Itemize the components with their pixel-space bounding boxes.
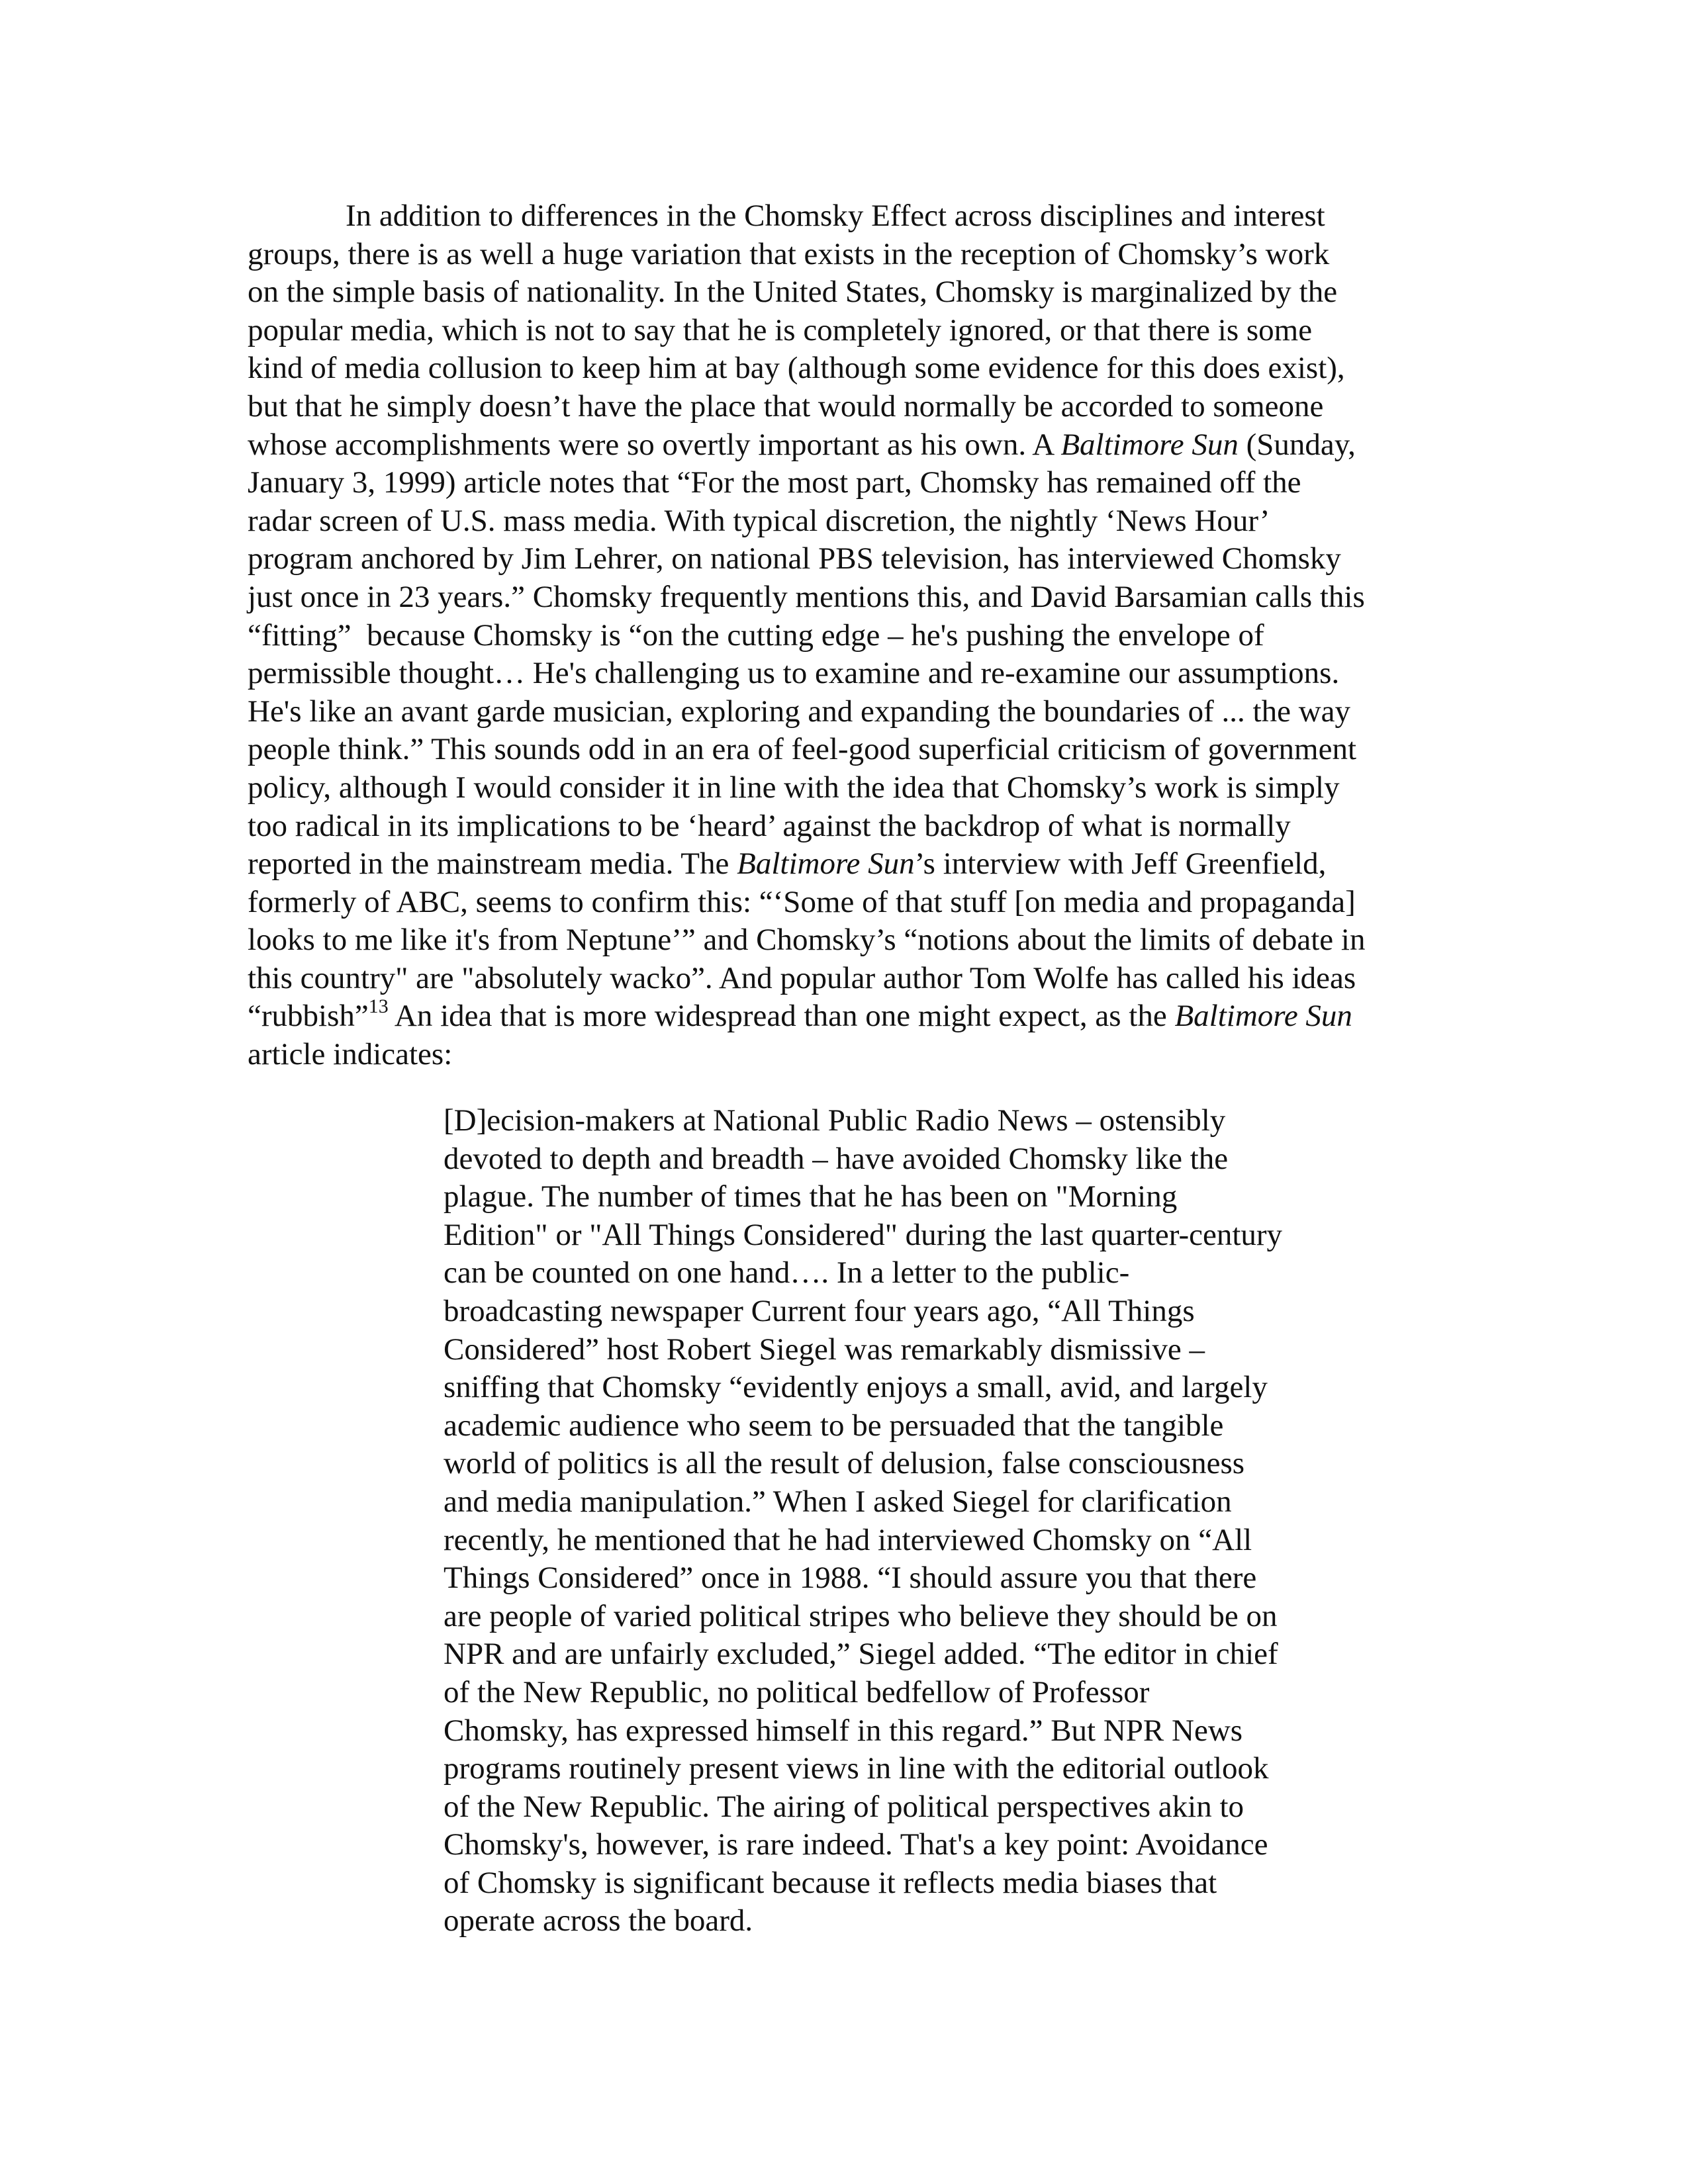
paragraph-line: article indicates:	[248, 1037, 453, 1072]
quote-line: Chomsky, has expressed himself in this regard.” But NPR News	[444, 1713, 1243, 1748]
paragraph-line: people think.” This sounds odd in an era of feel-good superficial criticism of government	[248, 732, 1357, 767]
paragraph-line: radar screen of U.S. mass media. With typical discretion, the nightly ‘News Hour’	[248, 503, 1270, 538]
quote-line: plague. The number of times that he has been on "Morning	[444, 1179, 1178, 1214]
quote-line: of the New Republic. The airing of political perspectives akin to	[444, 1789, 1244, 1824]
paragraph-line: kind of media collusion to keep him at bay (although some evidence for this does exist),	[248, 351, 1345, 386]
footnote-marker: 13	[368, 995, 389, 1018]
quote-line: Things Considered” once in 1988. “I should assure you that there	[444, 1561, 1257, 1596]
quote-line: are people of varied political stripes who believe they should be on	[444, 1598, 1278, 1633]
paragraph-line: but that he simply doesn’t have the place that would normally be accorded to someone	[248, 388, 1324, 424]
paragraph-line: He's like an avant garde musician, exploring and expanding the boundaries of ... the way	[248, 694, 1351, 729]
quote-line: of the New Republic, no political bedfellow of Professor	[444, 1674, 1150, 1709]
paragraph-line: too radical in its implications to be ‘heard’ against the backdrop of what is normally	[248, 808, 1291, 843]
quote-line: academic audience who seem to be persuaded that the tangible	[444, 1408, 1224, 1443]
quote-line: NPR and are unfairly excluded,” Siegel added. “The editor in chief	[444, 1637, 1278, 1672]
quote-line: of Chomsky is significant because it reflects media biases that	[444, 1865, 1217, 1900]
publication-title: Baltimore Sun	[1060, 427, 1239, 462]
quote-line: sniffing that Chomsky “evidently enjoys a small, avid, and largely	[444, 1370, 1268, 1405]
paragraph-line: just once in 23 years.” Chomsky frequently mentions this, and David Barsamian calls this	[248, 579, 1365, 614]
paragraph-line: program anchored by Jim Lehrer, on national PBS television, has interviewed Chomsky	[248, 541, 1341, 576]
paragraph-line: policy, although I would consider it in line with the idea that Chomsky’s work is simply	[248, 770, 1340, 805]
paragraph-line: looks to me like it's from Neptune’” and Chomsky’s “notions about the limits of debate in	[248, 923, 1366, 958]
quote-line: [D]ecision-makers at National Public Radio News – ostensibly	[444, 1103, 1226, 1138]
quote-line: Considered” host Robert Siegel was remarkably dismissive –	[444, 1332, 1205, 1367]
paragraph-line: permissible thought… He's challenging us to examine and re-examine our assumptions.	[248, 656, 1340, 691]
paragraph-line: reported in the mainstream media. The Baltimore Sun’s interview with Jeff Greenfield,	[248, 846, 1327, 882]
paragraph-line: In addition to differences in the Chomsky Effect across disciplines and interest	[346, 199, 1325, 233]
paragraph-line: on the simple basis of nationality. In the United States, Chomsky is marginalized by the	[248, 275, 1338, 310]
body-paragraph	[248, 197, 1446, 1074]
paragraph-line: groups, there is as well a huge variation that exists in the reception of Chomsky’s work	[248, 236, 1330, 271]
paragraph-line: this country" are "absolutely wacko”. And popular author Tom Wolfe has called his ideas	[248, 960, 1356, 995]
paragraph-line: “rubbish”$^{13}$ An idea that is more widespread than one might expect, as the Baltimore Sun	[248, 995, 1352, 1034]
publication-title: Baltimore Sun	[737, 846, 915, 882]
paragraph-line: popular media, which is not to say that he is completely ignored, or that there is some	[248, 312, 1313, 347]
quote-line: programs routinely present views in line with the editorial outlook	[444, 1751, 1269, 1786]
quote-line: recently, he mentioned that he had interviewed Chomsky on “All	[444, 1522, 1252, 1557]
quote-line: broadcasting newspaper Current four years ago, “All Things	[444, 1293, 1195, 1328]
quote-line: operate across the board.	[444, 1903, 753, 1938]
quote-line: devoted to depth and breadth – have avoided Chomsky like the	[444, 1141, 1229, 1176]
quote-line: world of politics is all the result of delusion, false consciousness	[444, 1446, 1245, 1481]
block-quotation	[444, 1102, 1357, 1940]
paragraph-line: January 3, 1999) article notes that “For the most part, Chomsky has remained off the	[248, 465, 1301, 500]
quote-line: and media manipulation.” When I asked Siegel for clarification	[444, 1484, 1232, 1519]
paragraph-line: whose accomplishments were so overtly important as his own. A Baltimore Sun (Sunday,	[248, 427, 1356, 462]
paragraph-line: formerly of ABC, seems to confirm this: “‘Some of that stuff [on media and propaganda]	[248, 884, 1356, 919]
quote-line: Edition" or "All Things Considered" during the last quarter-century	[444, 1217, 1283, 1252]
publication-title: Baltimore Sun	[1174, 999, 1352, 1034]
quote-line: can be counted on one hand…. In a letter to the public-	[444, 1255, 1130, 1291]
quote-line: Chomsky's, however, is rare indeed. That's a key point: Avoidance	[444, 1827, 1268, 1862]
paragraph-line: “fitting” because Chomsky is “on the cutting edge – he's pushing the envelope of	[248, 617, 1264, 653]
